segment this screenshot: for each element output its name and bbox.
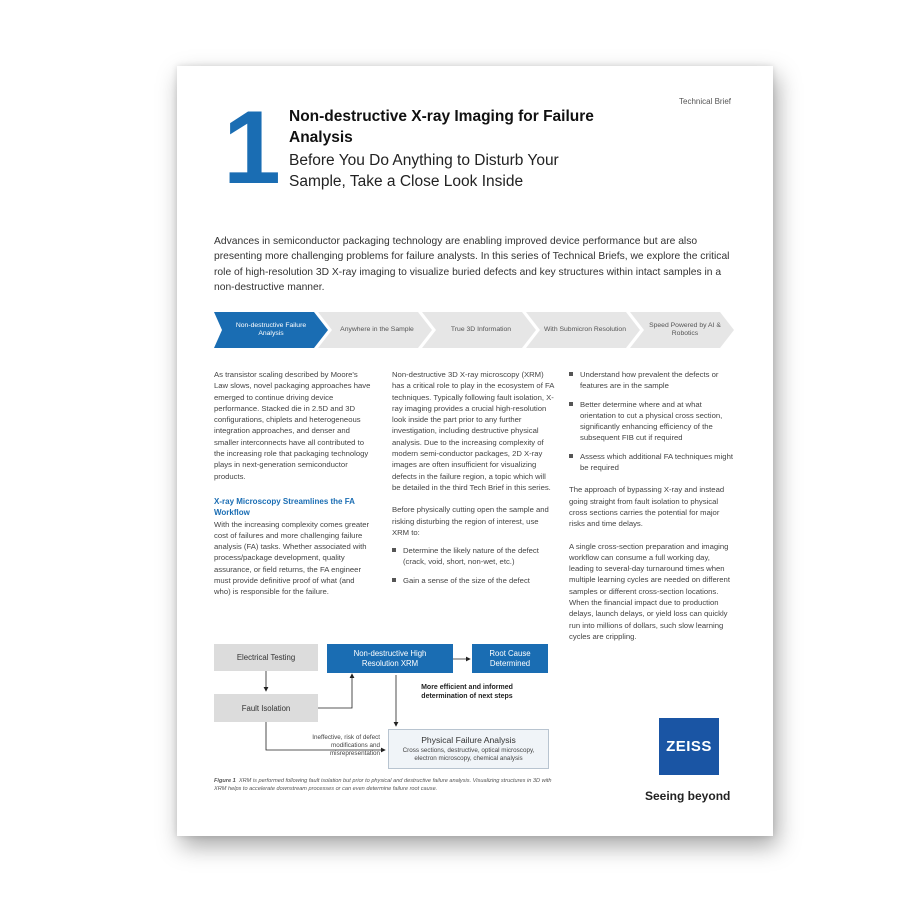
column-2	[392, 369, 554, 593]
page-subtitle: Before You Do Anything to Disturb Your Sample, Take a Close Look Inside	[289, 152, 559, 190]
root-cause-box: Root Cause Determined	[472, 644, 548, 673]
col3-bullet-list	[569, 369, 734, 473]
ineffective-note: Ineffective, risk of defect modifications and misrepresentation	[312, 734, 380, 757]
pfa-box	[388, 729, 549, 769]
pfa-title: Physical Failure Analysis	[421, 735, 516, 746]
chevron-step-5: Speed Powered by AI & Robotics	[649, 321, 721, 337]
chevron-step-1: Non-destructive Failure Analysis	[235, 321, 307, 337]
intro-paragraph: Advances in semiconductor packaging technology are enabling improved device performance but are also presenting more challenging problems for failure analysts. In this series of Technical Briefs, we explore the critical role of high-resolution 3D X-ray imaging to visualize buried defects and key structures within intact samples in a non-destructive manner.	[214, 236, 730, 293]
bullet-item: Gain a sense of the size of the defect	[392, 575, 554, 586]
figure-caption	[214, 777, 564, 793]
zeiss-logo: ZEISS	[659, 718, 719, 775]
brief-number: 1	[223, 90, 278, 206]
figure-label: Figure 1	[214, 778, 236, 784]
col2-paragraph-2: Before physically cutting open the sample and risking disturbing the region of interest, use XRM to:	[392, 505, 549, 537]
bullet-item: Understand how prevalent the defects or features are in the sample	[569, 369, 734, 392]
col3-paragraph-2: A single cross-section preparation and imaging workflow can consume a full working day, leading to several-day turnaround times when multiple learning cycles are needed on different samples or different cross-section locations. When the financial impact due to production delays, launch delays, or yield loss can quickly run into millions of dollars, such slow learning cycles are crippling.	[569, 541, 730, 641]
col2-paragraph-1: Non-destructive 3D X-ray microscopy (XRM) has a critical role to play in the ecosystem of FA techniques. Typically following fault isolation, X-ray imaging provides a crucial high-resolution look inside the part prior to any further investigation, including destructive physical analysis. Due to the increasing complexity of modern semi-conductor packages, 2D X-ray images are often insufficient for visualizing defects in the failure region, a topic which will be detailed in the third Tech Brief in this series.	[392, 370, 554, 492]
pfa-description: Cross sections, destructive, optical microscopy, electron microscopy, chemical analysis	[402, 747, 535, 762]
column-3	[569, 369, 734, 642]
col1-paragraph-2: With the increasing complexity comes greater cost of failures and more challenging failure analysis (FA) tasks. Whether associated with process/package development, quality assurance, or field returns, the FA engineer must provide definitive proof of what (and who) is responsible for the failure.	[214, 519, 370, 597]
column-1	[214, 369, 372, 598]
section-heading: X-ray Microscopy Streamlines the FA Workflow	[214, 496, 355, 518]
col3-paragraph-1: The approach of bypassing X-ray and instead going straight from fault isolation to physical cross sections carries the potential for major risks and time delays.	[569, 485, 725, 529]
col1-paragraph-1: As transistor scaling described by Moore's Law slows, novel packaging approaches have emerged to continue driving device performance. Stacked die in 2.5D and 3D configurations, chiplets and heterogeneous integration approaches, and denser and smaller interconnects have all contributed to the increasing role that packaging technology plays in next-generation semiconductor products.	[214, 370, 371, 481]
page-title: Non-destructive X-ray Imaging for Failure Analysis	[289, 108, 594, 146]
xrm-box: Non-destructive High Resolution XRM	[327, 644, 453, 673]
bullet-item: Assess which additional FA techniques might be required	[569, 451, 734, 474]
doc-type-label: Technical Brief	[679, 97, 732, 106]
arrow-isolation-to-xrm	[318, 674, 352, 708]
col2-bullet-list	[392, 545, 554, 586]
bullet-item: Determine the likely nature of the defect (crack, void, short, non-wet, etc.)	[392, 545, 554, 568]
efficient-note: More efficient and informed determination of next steps	[421, 684, 513, 700]
electrical-testing-box: Electrical Testing	[214, 644, 318, 671]
chevron-step-4: With Submicron Resolution	[544, 325, 626, 333]
fault-isolation-box: Fault Isolation	[214, 694, 318, 722]
figure-caption-text: XRM is performed following fault isolation but prior to physical and destructive failure analysis. Visualizing structures in 3D with XRM helps to accelerate downstream processes or can even determine failure root cause.	[214, 778, 552, 793]
feature-chevron-bar	[214, 312, 734, 348]
chevron-step-2: Anywhere in the Sample	[340, 325, 414, 333]
workflow-diagram	[214, 642, 554, 772]
tech-brief-page	[177, 66, 773, 836]
bullet-item: Better determine where and at what orientation to cut a physical cross section, significantly enhancing efficiency of the subsequent FIB cut if required	[569, 399, 734, 444]
brand-tagline: Seeing beyond	[645, 789, 731, 803]
chevron-step-3: True 3D Information	[450, 325, 512, 333]
